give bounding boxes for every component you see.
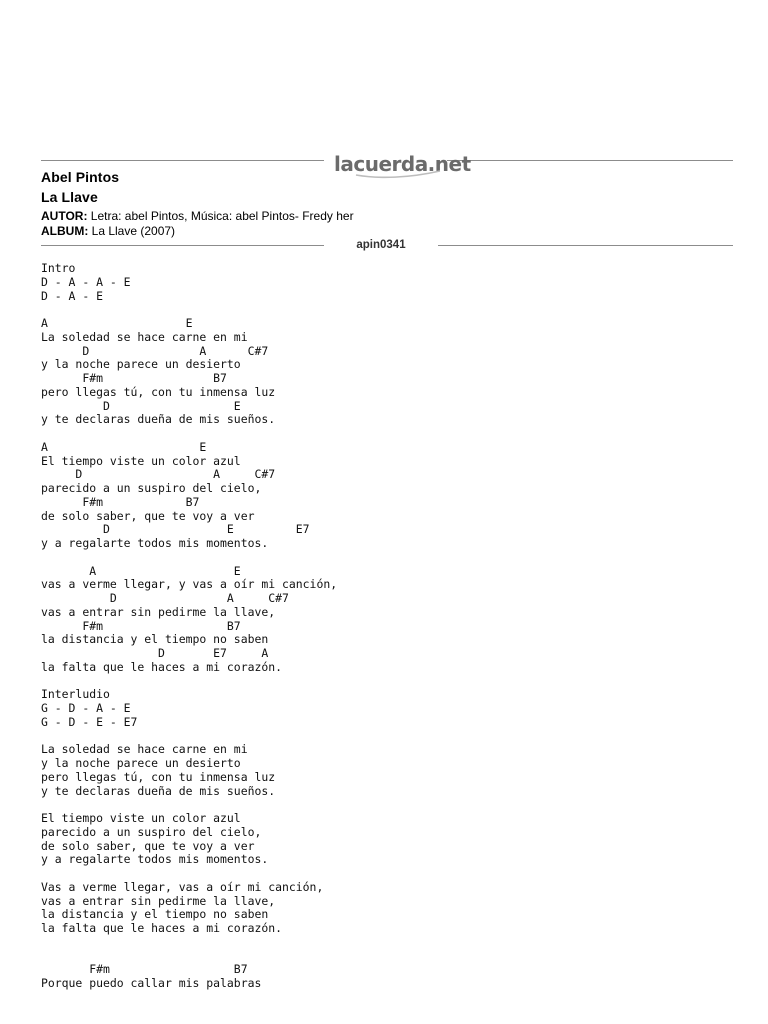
- song-line: El tiempo viste un color azul: [41, 453, 241, 468]
- header-rule-right: [447, 160, 733, 161]
- site-logo-text: lacuerda.net: [334, 152, 471, 176]
- song-line: A E: [41, 316, 193, 330]
- autor-line: [41, 209, 354, 224]
- song-line: A E: [41, 439, 207, 454]
- logo-swirl-icon: [354, 169, 444, 179]
- song-line: Interludio: [41, 687, 110, 702]
- song-line: de solo saber, que te voy a ver: [41, 508, 255, 523]
- song-line: parecido a un suspiro del cielo,: [41, 481, 262, 495]
- song-line: pero llegas tú, con tu inmensa luz: [41, 384, 276, 399]
- song-line: pero llegas tú, con tu inmensa luz: [41, 769, 276, 784]
- song-line: F#m B7: [41, 494, 200, 509]
- song-chords-lyrics: [41, 262, 337, 991]
- song-line: la distancia y el tiempo no saben: [41, 632, 269, 647]
- song-line: y a regalarte todos mis momentos.: [41, 536, 269, 550]
- album-line: [41, 224, 175, 239]
- song-line: G - D - E - E7: [41, 714, 138, 729]
- song-line: F#m B7: [41, 962, 248, 977]
- song-line: F#m B7: [41, 371, 227, 385]
- song-line: D A C#7: [41, 343, 269, 358]
- song-line: D - A - E: [41, 288, 103, 303]
- song-line: La soledad se hace carne en mi: [41, 742, 248, 757]
- artist-name[interactable]: Abel Pintos: [41, 169, 120, 185]
- song-line: la falta que le haces a mi corazón.: [41, 921, 283, 935]
- song-line: la falta que le haces a mi corazón.: [41, 659, 283, 674]
- album-label: ALBUM:: [41, 224, 89, 238]
- song-line: vas a verme llegar, y vas a oír mi canción,: [41, 577, 338, 592]
- song-line: D E E7: [41, 522, 310, 537]
- song-line: El tiempo viste un color azul: [41, 811, 241, 825]
- song-line: D E7 A: [41, 646, 269, 660]
- album-value: La Llave (2007): [88, 224, 176, 238]
- song-line: parecido a un suspiro del cielo,: [41, 824, 262, 839]
- song-line: La soledad se hace carne en mi: [41, 329, 248, 344]
- song-line: A E: [41, 563, 241, 578]
- song-line: G - D - A - E: [41, 701, 131, 715]
- song-line: y te declaras dueña de mis sueños.: [41, 783, 276, 798]
- song-line: y a regalarte todos mis momentos.: [41, 852, 269, 867]
- song-line: y la noche parece un desierto: [41, 357, 241, 372]
- song-line: de solo saber, que te voy a ver: [41, 838, 255, 853]
- autor-label: AUTOR:: [41, 209, 88, 223]
- song-code: apin0341: [356, 239, 406, 251]
- song-line: D E: [41, 398, 241, 413]
- song-line: Intro: [41, 261, 76, 275]
- header-rule-left: [41, 160, 324, 161]
- song-line: la distancia y el tiempo no saben: [41, 907, 269, 922]
- song-line: F#m B7: [41, 618, 241, 633]
- song-line: D - A - A - E: [41, 274, 131, 289]
- song-line: vas a entrar sin pedirme la llave,: [41, 604, 276, 619]
- song-line: D A C#7: [41, 591, 289, 605]
- code-rule-right: [438, 245, 733, 246]
- autor-value: Letra: abel Pintos, Música: abel Pintos- Fredy her: [87, 209, 354, 223]
- song-line: y la noche parece un desierto: [41, 756, 241, 770]
- song-title: La Llave: [41, 189, 98, 205]
- song-line: D A C#7: [41, 467, 276, 482]
- song-line: vas a entrar sin pedirme la llave,: [41, 893, 276, 908]
- song-line: Vas a verme llegar, vas a oír mi canción,: [41, 879, 324, 894]
- site-logo[interactable]: [334, 151, 471, 181]
- song-line: y te declaras dueña de mis sueños.: [41, 412, 276, 427]
- code-rule-left: [41, 245, 324, 246]
- song-line: Porque puedo callar mis palabras: [41, 976, 262, 990]
